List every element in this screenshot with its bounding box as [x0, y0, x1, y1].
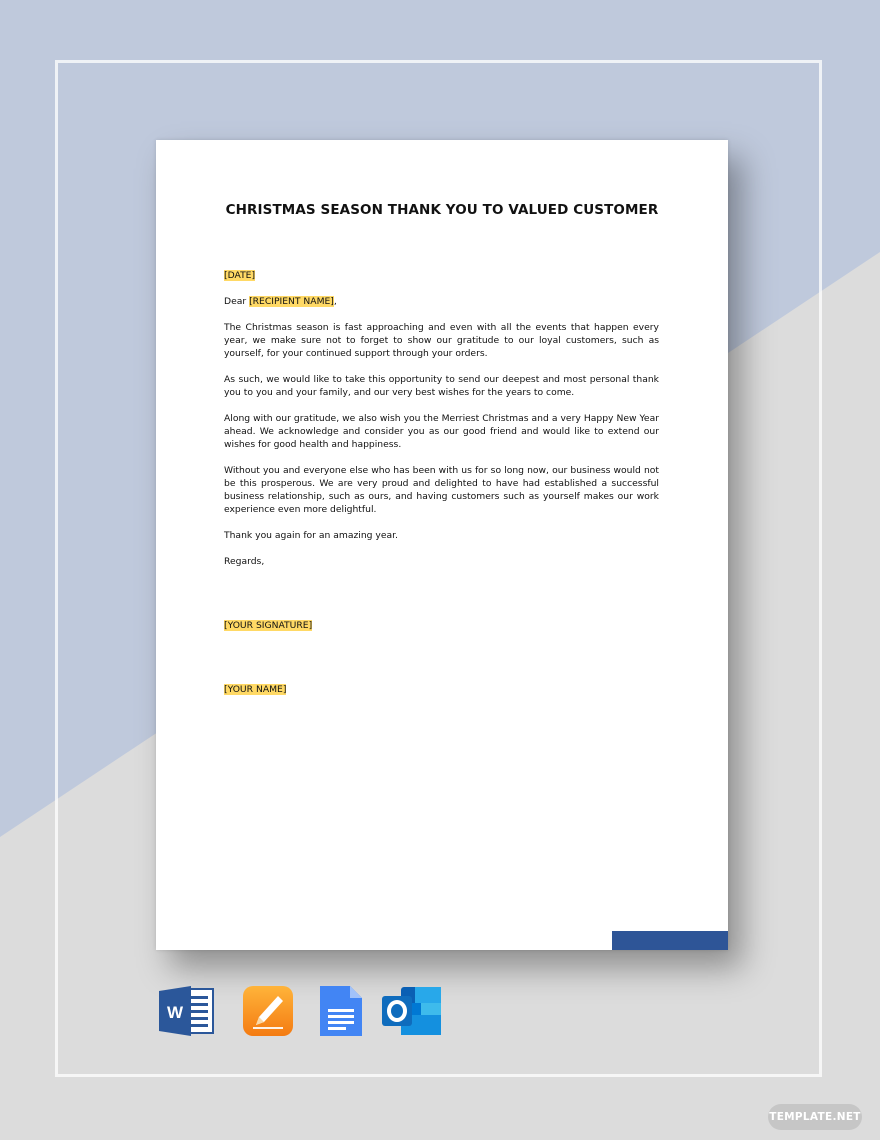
paragraph: Thank you again for an amazing year. [224, 530, 398, 541]
word-icon[interactable] [157, 985, 217, 1037]
signature-placeholder: [YOUR SIGNATURE] [224, 620, 313, 631]
document-page [156, 140, 728, 950]
accent-bar [612, 931, 728, 950]
document-title: CHRISTMAS SEASON THANK YOU TO VALUED CUSTOMER [225, 202, 659, 218]
google-docs-icon[interactable] [312, 985, 372, 1037]
name-line [224, 683, 659, 696]
salutation [224, 295, 659, 308]
date-line [224, 269, 659, 282]
recipient-placeholder: [RECIPIENT NAME] [249, 296, 334, 307]
watermark-badge: TEMPLATE.NET [768, 1104, 862, 1130]
signature-line [224, 619, 659, 632]
svg-text:W: W [166, 1003, 184, 1022]
salutation-prefix: Dear [224, 296, 250, 307]
outlook-icon[interactable] [381, 985, 441, 1037]
paragraph: Along with our gratitude, we also wish you the Merriest Christmas and a very Happy New Year ahead. We acknowledge and consider you as our good friend and would like to extend our wishes for good health and happiness. [224, 413, 659, 450]
salutation-suffix: , [333, 296, 337, 307]
pages-icon[interactable] [240, 985, 300, 1037]
paragraph: The Christmas season is fast approaching and even with all the events that happen every year, we make sure not to forget to show our gratitude to our loyal customers, such as yourself, for your continued support through your orders. [224, 322, 659, 359]
paragraph: Without you and everyone else who has been with us for so long now, our business would not be this prosperous. We are very proud and delighted to have had established a successful business relationship, such as ours, and having customers such as yourself makes our work experience even more delightful. [224, 465, 659, 515]
name-placeholder: [YOUR NAME] [224, 684, 287, 695]
paragraph: As such, we would like to take this opportunity to send our deepest and most personal thank you to you and your family, and our very best wishes for the years to come. [224, 374, 659, 398]
closing: Regards, [224, 556, 265, 567]
date-placeholder: [DATE] [224, 270, 256, 281]
document-body [224, 269, 659, 709]
